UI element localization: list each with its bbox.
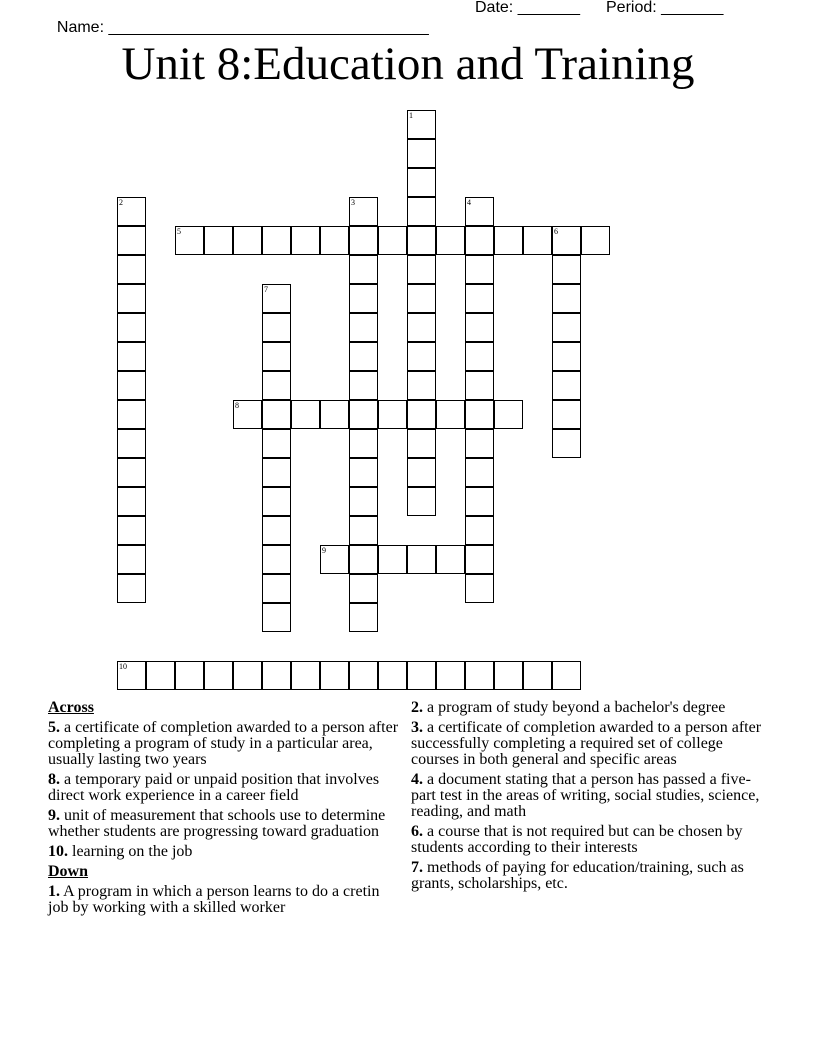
cell-clue-number: 6 bbox=[554, 227, 558, 236]
crossword-cell[interactable] bbox=[552, 313, 581, 342]
crossword-cell[interactable] bbox=[407, 371, 436, 400]
crossword-cell[interactable] bbox=[146, 661, 175, 690]
clue-number: 2. bbox=[411, 699, 423, 716]
crossword-cell[interactable] bbox=[494, 661, 523, 690]
crossword-cell[interactable] bbox=[378, 661, 407, 690]
crossword-cell[interactable] bbox=[523, 661, 552, 690]
crossword-cell[interactable] bbox=[552, 429, 581, 458]
crossword-cell[interactable] bbox=[581, 226, 610, 255]
crossword-cell[interactable] bbox=[552, 226, 581, 255]
crossword-cell[interactable] bbox=[349, 574, 378, 603]
crossword-cell[interactable] bbox=[320, 226, 349, 255]
crossword-cell[interactable] bbox=[262, 342, 291, 371]
crossword-cell[interactable] bbox=[262, 371, 291, 400]
crossword-cell[interactable] bbox=[552, 342, 581, 371]
crossword-cell[interactable] bbox=[262, 545, 291, 574]
clue-text: a document stating that a person has passed a five-part test in the areas of writing, social studies, science, reading, and math bbox=[411, 771, 760, 820]
crossword-cell[interactable] bbox=[407, 255, 436, 284]
clue-number: 1. bbox=[48, 883, 60, 900]
crossword-cell[interactable] bbox=[349, 284, 378, 313]
crossword-cell[interactable] bbox=[262, 284, 291, 313]
crossword-cell[interactable] bbox=[494, 400, 523, 429]
crossword-cell[interactable] bbox=[465, 487, 494, 516]
crossword-cell[interactable] bbox=[291, 226, 320, 255]
clue-text: unit of measurement that schools use to determine whether students are progressing toward graduation bbox=[48, 807, 386, 840]
cell-clue-number: 8 bbox=[235, 401, 239, 410]
clue-number: 7. bbox=[411, 859, 423, 876]
crossword-cell[interactable] bbox=[349, 429, 378, 458]
date-field[interactable]: Date: _______ bbox=[475, 0, 580, 16]
clue-down-4 bbox=[411, 772, 771, 820]
page-title: Unit 8:Education and Training bbox=[121, 38, 695, 90]
clue-text: a program of study beyond a bachelor's degree bbox=[427, 699, 726, 716]
crossword-cell[interactable] bbox=[552, 255, 581, 284]
crossword-cell[interactable] bbox=[407, 110, 436, 139]
cell-clue-number: 2 bbox=[119, 198, 123, 207]
crossword-cell[interactable] bbox=[552, 661, 581, 690]
crossword-cell[interactable] bbox=[117, 574, 146, 603]
crossword-cell[interactable] bbox=[320, 545, 349, 574]
crossword-cell[interactable] bbox=[175, 661, 204, 690]
crossword-cell[interactable] bbox=[117, 255, 146, 284]
crossword-cell[interactable] bbox=[407, 342, 436, 371]
crossword-cell[interactable] bbox=[320, 661, 349, 690]
crossword-cell[interactable] bbox=[349, 226, 378, 255]
crossword-cell[interactable] bbox=[117, 197, 146, 226]
crossword-cell[interactable] bbox=[117, 400, 146, 429]
crossword-cell[interactable] bbox=[233, 400, 262, 429]
crossword-cell[interactable] bbox=[117, 487, 146, 516]
crossword-cell[interactable] bbox=[117, 342, 146, 371]
clue-number: 10. bbox=[48, 843, 68, 860]
crossword-cell[interactable] bbox=[407, 313, 436, 342]
crossword-cell[interactable] bbox=[262, 226, 291, 255]
crossword-cell[interactable] bbox=[465, 545, 494, 574]
crossword-cell[interactable] bbox=[262, 487, 291, 516]
crossword-cell[interactable] bbox=[465, 429, 494, 458]
crossword-cell[interactable] bbox=[552, 284, 581, 313]
crossword-cell[interactable] bbox=[117, 516, 146, 545]
crossword-cell[interactable] bbox=[349, 603, 378, 632]
clue-down-2 bbox=[411, 700, 771, 716]
clue-number: 6. bbox=[411, 823, 423, 840]
period-field[interactable]: Period: _______ bbox=[606, 0, 724, 16]
clue-across-10 bbox=[48, 844, 403, 860]
crossword-cell[interactable] bbox=[349, 371, 378, 400]
clue-across-8 bbox=[48, 772, 403, 804]
crossword-cell[interactable] bbox=[349, 458, 378, 487]
clues-left-column bbox=[48, 700, 403, 920]
clue-down-6 bbox=[411, 824, 771, 856]
crossword-cell[interactable] bbox=[117, 458, 146, 487]
clue-text: a course that is not required but can be chosen by students according to their interests bbox=[411, 823, 743, 856]
down-heading: Down bbox=[48, 863, 89, 880]
crossword-cell[interactable] bbox=[117, 284, 146, 313]
crossword-cell[interactable] bbox=[407, 487, 436, 516]
crossword-cell[interactable] bbox=[494, 226, 523, 255]
crossword-cell[interactable] bbox=[465, 342, 494, 371]
crossword-cell[interactable] bbox=[262, 661, 291, 690]
crossword-cell[interactable] bbox=[117, 661, 146, 690]
crossword-cell[interactable] bbox=[349, 313, 378, 342]
crossword-cell[interactable] bbox=[465, 458, 494, 487]
crossword-cell[interactable] bbox=[262, 574, 291, 603]
crossword-cell[interactable] bbox=[262, 429, 291, 458]
crossword-cell[interactable] bbox=[117, 371, 146, 400]
crossword-cell[interactable] bbox=[523, 226, 552, 255]
cell-clue-number: 9 bbox=[322, 546, 326, 555]
crossword-cell[interactable] bbox=[349, 400, 378, 429]
across-heading: Across bbox=[48, 699, 94, 716]
crossword-cell[interactable] bbox=[233, 226, 262, 255]
crossword-cell[interactable] bbox=[465, 400, 494, 429]
crossword-cell[interactable] bbox=[465, 371, 494, 400]
crossword-cell[interactable] bbox=[262, 516, 291, 545]
clue-text: methods of paying for education/training, such as grants, scholarships, etc. bbox=[411, 859, 744, 892]
crossword-cell[interactable] bbox=[407, 197, 436, 226]
crossword-cell[interactable] bbox=[262, 313, 291, 342]
crossword-cell[interactable] bbox=[233, 661, 262, 690]
crossword-cell[interactable] bbox=[436, 226, 465, 255]
crossword-cell[interactable] bbox=[378, 545, 407, 574]
crossword-cell[interactable] bbox=[465, 284, 494, 313]
crossword-cell[interactable] bbox=[349, 342, 378, 371]
crossword-cell[interactable] bbox=[552, 371, 581, 400]
cell-clue-number: 3 bbox=[351, 198, 355, 207]
crossword-cell[interactable] bbox=[407, 168, 436, 197]
crossword-cell[interactable] bbox=[349, 255, 378, 284]
crossword-cell[interactable] bbox=[465, 516, 494, 545]
crossword-cell[interactable] bbox=[117, 313, 146, 342]
crossword-cell[interactable] bbox=[407, 400, 436, 429]
crossword-cell[interactable] bbox=[204, 226, 233, 255]
crossword-cell[interactable] bbox=[436, 400, 465, 429]
clue-across-5 bbox=[48, 720, 403, 768]
clue-number: 9. bbox=[48, 807, 60, 824]
clue-number: 5. bbox=[48, 719, 60, 736]
clue-number: 8. bbox=[48, 771, 60, 788]
crossword-cell[interactable] bbox=[291, 661, 320, 690]
crossword-cell[interactable] bbox=[175, 226, 204, 255]
crossword-cell[interactable] bbox=[465, 574, 494, 603]
crossword-cell[interactable] bbox=[378, 400, 407, 429]
crossword-cell[interactable] bbox=[407, 661, 436, 690]
crossword-cell[interactable] bbox=[407, 226, 436, 255]
crossword-cell[interactable] bbox=[349, 516, 378, 545]
clue-down-7 bbox=[411, 860, 771, 892]
crossword-cell[interactable] bbox=[436, 545, 465, 574]
clue-text: a certificate of completion awarded to a person after completing a program of study in a particular area, usually lasting two years bbox=[48, 719, 399, 768]
crossword-cell[interactable] bbox=[117, 429, 146, 458]
crossword-cell[interactable] bbox=[262, 400, 291, 429]
crossword-cell[interactable] bbox=[552, 400, 581, 429]
crossword-cell[interactable] bbox=[117, 545, 146, 574]
crossword-cell[interactable] bbox=[262, 458, 291, 487]
clue-down-3 bbox=[411, 720, 771, 768]
crossword-cell[interactable] bbox=[465, 226, 494, 255]
crossword-cell[interactable] bbox=[349, 197, 378, 226]
crossword-cell[interactable] bbox=[262, 603, 291, 632]
clue-text: a certificate of completion awarded to a person after successfully completing a required set of college courses in both general and specific areas bbox=[411, 719, 762, 768]
crossword-cell[interactable] bbox=[465, 197, 494, 226]
crossword-cell[interactable] bbox=[465, 661, 494, 690]
crossword-cell[interactable] bbox=[407, 429, 436, 458]
crossword-cell[interactable] bbox=[349, 487, 378, 516]
clues-right-column bbox=[411, 700, 771, 896]
clue-across-9 bbox=[48, 808, 403, 840]
crossword-cell[interactable] bbox=[349, 545, 378, 574]
clue-down-1 bbox=[48, 884, 403, 916]
crossword-cell[interactable] bbox=[349, 661, 378, 690]
crossword-cell[interactable] bbox=[436, 661, 465, 690]
clue-number: 3. bbox=[411, 719, 423, 736]
crossword-cell[interactable] bbox=[378, 226, 407, 255]
clue-text: A program in which a person learns to do a cretin job by working with a skilled worker bbox=[48, 883, 380, 916]
crossword-cell[interactable] bbox=[407, 545, 436, 574]
crossword-cell[interactable] bbox=[407, 139, 436, 168]
crossword-cell[interactable] bbox=[291, 400, 320, 429]
cell-clue-number: 5 bbox=[177, 227, 181, 236]
clue-text: learning on the job bbox=[72, 843, 193, 860]
crossword-cell[interactable] bbox=[204, 661, 233, 690]
crossword-cell[interactable] bbox=[465, 313, 494, 342]
clue-number: 4. bbox=[411, 771, 423, 788]
clue-text: a temporary paid or unpaid position that involves direct work experience in a career field bbox=[48, 771, 380, 804]
cell-clue-number: 1 bbox=[409, 111, 413, 120]
cell-clue-number: 4 bbox=[467, 198, 471, 207]
crossword-cell[interactable] bbox=[117, 226, 146, 255]
crossword-cell[interactable] bbox=[407, 458, 436, 487]
cell-clue-number: 7 bbox=[264, 285, 268, 294]
name-field[interactable]: Name: ____________________________________ bbox=[56, 19, 429, 36]
cell-clue-number: 10 bbox=[119, 662, 127, 671]
crossword-cell[interactable] bbox=[465, 255, 494, 284]
crossword-cell[interactable] bbox=[407, 284, 436, 313]
crossword-cell[interactable] bbox=[320, 400, 349, 429]
